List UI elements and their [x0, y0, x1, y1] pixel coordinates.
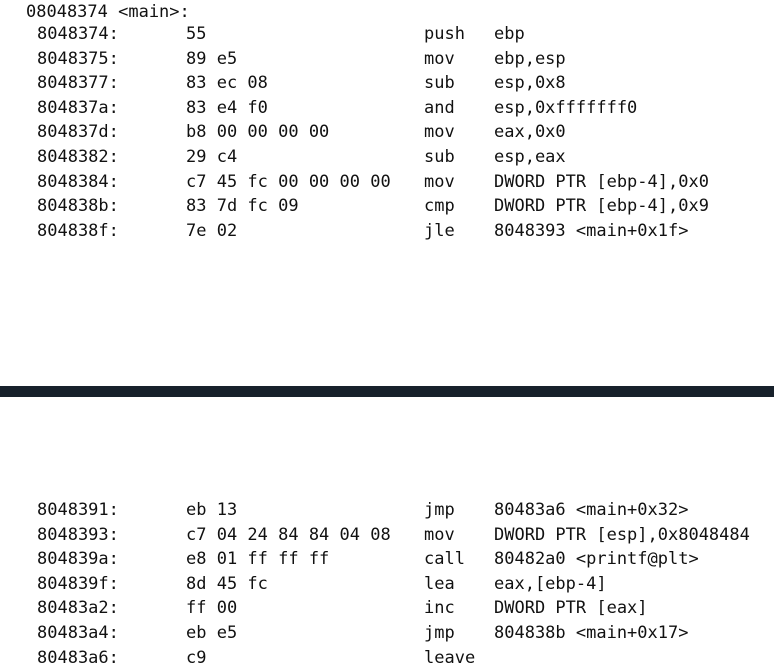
instruction-row — [0, 219, 774, 244]
instruction-row — [0, 71, 774, 96]
instruction-address: 804837d: — [37, 122, 119, 143]
instruction-bytes: eb e5 — [186, 622, 238, 643]
instruction-row — [0, 523, 774, 548]
instruction-operands: eax,0x0 — [494, 122, 566, 143]
instruction-bytes: 83 ec 08 — [186, 73, 268, 94]
bottom-disassembly-panel — [0, 397, 774, 664]
instruction-bytes: c7 45 fc 00 00 00 00 — [186, 171, 391, 192]
instruction-mnemonic: mov — [424, 524, 455, 545]
instruction-address: 8048374: — [37, 24, 119, 44]
instruction-bytes: eb 13 — [186, 500, 238, 520]
instruction-mnemonic: jmp — [424, 500, 455, 520]
instruction-mnemonic: push — [424, 24, 465, 44]
instruction-mnemonic: inc — [424, 598, 455, 619]
instruction-address: 8048384: — [37, 171, 119, 192]
instruction-mnemonic: jmp — [424, 622, 455, 643]
instruction-bytes: c9 — [186, 647, 207, 664]
instruction-row — [0, 498, 774, 523]
instruction-bytes: 83 7d fc 09 — [186, 196, 299, 217]
instruction-address: 80483a2: — [37, 598, 119, 619]
instruction-row — [0, 194, 774, 219]
instruction-row — [0, 170, 774, 195]
instruction-bytes: 83 e4 f0 — [186, 97, 268, 118]
instruction-operands: 8048393 <main+0x1f> — [494, 220, 689, 241]
instruction-address: 80483a4: — [37, 622, 119, 643]
instruction-operands: esp,0x8 — [494, 73, 566, 94]
instruction-bytes: 55 — [186, 24, 207, 44]
instruction-row — [0, 547, 774, 572]
instruction-bytes: ff 00 — [186, 598, 238, 619]
instruction-bytes: b8 00 00 00 00 — [186, 122, 330, 143]
instruction-address: 8048393: — [37, 524, 119, 545]
instruction-address: 804838f: — [37, 220, 119, 241]
instruction-row — [0, 120, 774, 145]
instruction-address: 804839a: — [37, 549, 119, 570]
instruction-mnemonic: lea — [424, 573, 455, 594]
top-instruction-list — [0, 22, 774, 243]
instruction-operands: DWORD PTR [ebp-4],0x0 — [494, 171, 709, 192]
instruction-mnemonic: mov — [424, 122, 455, 143]
instruction-operands: 80483a6 <main+0x32> — [494, 500, 689, 520]
instruction-row — [0, 572, 774, 597]
instruction-mnemonic: jle — [424, 220, 455, 241]
panel-divider — [0, 386, 774, 397]
instruction-mnemonic: sub — [424, 73, 455, 94]
instruction-operands: ebp — [494, 24, 525, 44]
instruction-operands: esp,eax — [494, 146, 566, 167]
instruction-mnemonic: call — [424, 549, 465, 570]
instruction-row — [0, 22, 774, 47]
instruction-mnemonic: sub — [424, 146, 455, 167]
instruction-operands: esp,0xfffffff0 — [494, 97, 638, 118]
instruction-row — [0, 621, 774, 646]
instruction-operands: DWORD PTR [eax] — [494, 598, 648, 619]
instruction-operands: DWORD PTR [esp],0x8048484 — [494, 524, 750, 545]
instruction-address: 8048391: — [37, 500, 119, 520]
instruction-address: 804838b: — [37, 196, 119, 217]
instruction-bytes: 7e 02 — [186, 220, 238, 241]
instruction-operands: DWORD PTR [ebp-4],0x9 — [494, 196, 709, 217]
instruction-operands: ebp,esp — [494, 48, 566, 69]
instruction-operands: 80482a0 <printf@plt> — [494, 549, 699, 570]
instruction-bytes: 89 e5 — [186, 48, 238, 69]
function-header: 08048374 <main>: — [26, 2, 190, 22]
instruction-mnemonic: leave — [424, 647, 476, 664]
instruction-mnemonic: and — [424, 97, 455, 118]
instruction-bytes: c7 04 24 84 84 04 08 — [186, 524, 391, 545]
instruction-mnemonic: cmp — [424, 196, 455, 217]
instruction-address: 8048375: — [37, 48, 119, 69]
instruction-address: 8048382: — [37, 146, 119, 167]
instruction-row — [0, 47, 774, 72]
instruction-operands: 804838b <main+0x17> — [494, 622, 689, 643]
instruction-operands: eax,[ebp-4] — [494, 573, 607, 594]
instruction-row — [0, 596, 774, 621]
instruction-row — [0, 646, 774, 664]
instruction-mnemonic: mov — [424, 48, 455, 69]
instruction-row — [0, 96, 774, 121]
instruction-address: 8048377: — [37, 73, 119, 94]
instruction-bytes: e8 01 ff ff ff — [186, 549, 330, 570]
instruction-mnemonic: mov — [424, 171, 455, 192]
instruction-bytes: 8d 45 fc — [186, 573, 268, 594]
instruction-address: 804839f: — [37, 573, 119, 594]
instruction-address: 804837a: — [37, 97, 119, 118]
instruction-address: 80483a6: — [37, 647, 119, 664]
instruction-bytes: 29 c4 — [186, 146, 238, 167]
instruction-row — [0, 145, 774, 170]
bottom-instruction-list — [0, 498, 774, 664]
